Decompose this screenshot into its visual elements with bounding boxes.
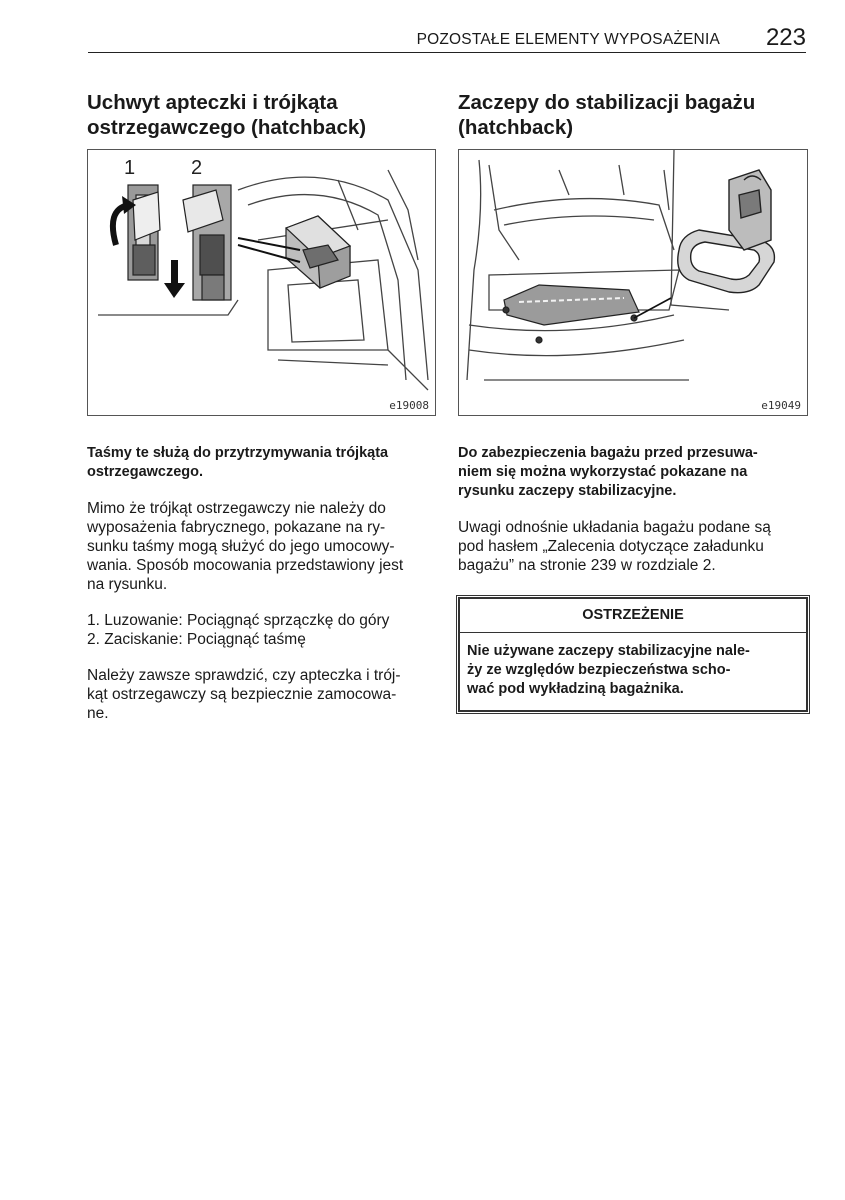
text-line: pod hasłem „Zalecenia dotyczące załadunku bbox=[458, 538, 764, 555]
text-line: wać pod wykładziną bagażnika. bbox=[467, 681, 684, 697]
step-tighten: 2. Zaciskanie: Pociągnąć taśmę bbox=[87, 631, 306, 648]
figure-label-2: 2 bbox=[191, 157, 203, 179]
right-heading-line1: Zaczepy do stabilizacji bagażu bbox=[458, 91, 756, 114]
text-line: kąt ostrzegawczy są bezpiecznie zamocowa- bbox=[87, 686, 397, 703]
text-line: Uwagi odnośnie układania bagażu podane są bbox=[458, 519, 771, 536]
text-line: ży ze względów bezpieczeństwa scho- bbox=[467, 662, 731, 678]
left-heading-line2: ostrzegawczego (hatchback) bbox=[87, 116, 367, 139]
text-line: niem się można wykorzystać pokazane na bbox=[458, 464, 748, 480]
steps-list bbox=[87, 611, 436, 649]
left-column bbox=[87, 90, 436, 723]
right-figure bbox=[458, 149, 808, 416]
left-heading bbox=[87, 90, 436, 148]
left-lead-line1: Taśmy te służą do przytrzymywania trójkąta bbox=[87, 445, 389, 461]
text-line: wyposażenia fabrycznego, pokazane na ry- bbox=[87, 519, 386, 536]
left-lead bbox=[87, 444, 436, 482]
left-figure-code: e19008 bbox=[389, 399, 429, 412]
warning-title: OSTRZEŻENIE bbox=[460, 599, 806, 633]
left-heading-line1: Uchwyt apteczki i trójkąta bbox=[87, 91, 338, 114]
text-line: wania. Sposób mocowania przedstawiony jest bbox=[87, 557, 404, 574]
text-line: bagażu” na stronie 239 w rozdziale 2. bbox=[458, 557, 716, 574]
right-heading-line2: (hatchback) bbox=[458, 116, 574, 139]
right-lead bbox=[458, 444, 808, 501]
left-lead-line2: ostrzegawczego. bbox=[87, 464, 204, 480]
text-line: rysunku zaczepy stabilizacyjne. bbox=[458, 483, 677, 499]
right-paragraph bbox=[458, 518, 808, 575]
luggage-hook-illustration bbox=[459, 150, 807, 415]
text-line: Mimo że trójkąt ostrzegawczy nie należy do bbox=[87, 500, 386, 517]
text-line: Do zabezpieczenia bagażu przed przesuwa- bbox=[458, 445, 758, 461]
left-paragraph-1 bbox=[87, 499, 436, 594]
right-heading bbox=[458, 90, 808, 148]
figure-label-1: 1 bbox=[124, 157, 136, 179]
page-number: 223 bbox=[765, 24, 806, 51]
page-header bbox=[88, 26, 806, 53]
right-column bbox=[458, 90, 808, 712]
warning-text bbox=[460, 633, 806, 710]
left-paragraph-2 bbox=[87, 666, 436, 723]
text-line: sunku taśmy mogą służyć do jego umocowy- bbox=[87, 538, 395, 555]
step-loosen: 1. Luzowanie: Pociągnąć sprzączkę do góry bbox=[87, 612, 390, 629]
text-line: Należy zawsze sprawdzić, czy apteczka i trój- bbox=[87, 667, 401, 684]
text-line: ne. bbox=[87, 705, 109, 722]
section-title: POZOSTAŁE ELEMENTY WYPOSAŻENIA bbox=[416, 31, 720, 48]
warning-box bbox=[458, 597, 808, 712]
trunk-strap-illustration bbox=[88, 150, 435, 415]
text-line: na rysunku. bbox=[87, 576, 168, 593]
text-line: Nie używane zaczepy stabilizacyjne nale- bbox=[467, 643, 750, 659]
left-figure bbox=[87, 149, 436, 416]
right-figure-code: e19049 bbox=[761, 399, 801, 412]
